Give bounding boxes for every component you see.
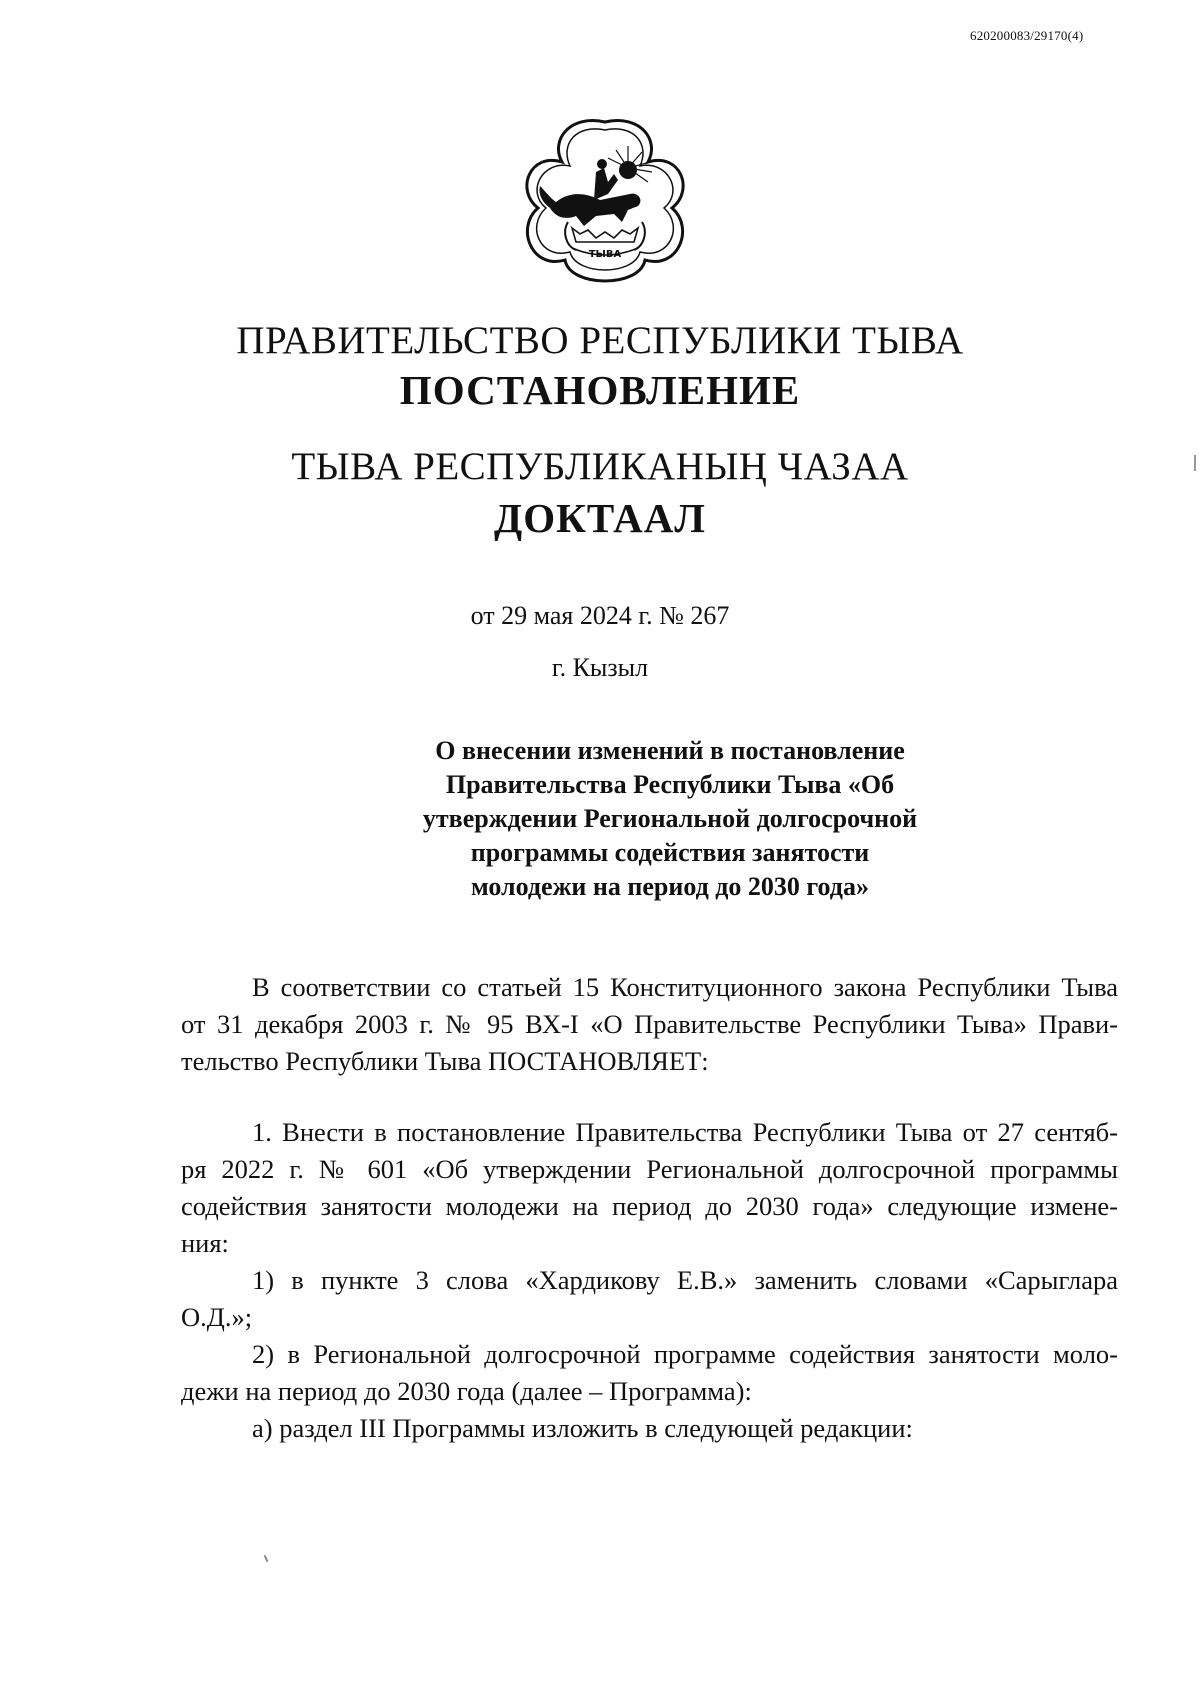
preamble-line: тельство Республики Тыва ПОСТАНОВЛЯЕТ:: [181, 1046, 709, 1076]
decree-type-tuvan: ДОКТААЛ: [494, 495, 706, 541]
decree-title: [380, 734, 960, 904]
preamble-line: от 31 декабря 2003 г. № 95 ВХ-I «О Правительстве Республики Тыва» Прави-: [181, 1009, 1118, 1039]
emblem-graphic: [510, 110, 700, 288]
scan-edge-mark: [1194, 455, 1196, 471]
document-registration-number: 620200083/29170(4): [970, 28, 1084, 43]
decree-title-line: О внесении изменений в постановление: [435, 736, 905, 765]
decree-title-line: Правительства Республики Тыва «Об: [445, 770, 895, 799]
subitem-2-line: дежи на период до 2030 года (далее – Программа):: [181, 1376, 752, 1406]
decree-body: [181, 969, 1118, 1447]
item-1-line: 1. Внести в постановление Правительства Республики Тыва от 27 сентяб-: [252, 1117, 1118, 1147]
decree-city: г. Кызыл: [551, 653, 649, 682]
subitem-2a-line: а) раздел III Программы изложить в следующей редакции:: [252, 1413, 913, 1443]
item-1-line: ния:: [181, 1228, 229, 1258]
decree-date-number: от 29 мая 2024 г. № 267: [470, 601, 730, 630]
decree-type-russian: ПОСТАНОВЛЕНИЕ: [399, 367, 801, 413]
decree-title-line: программы содействия занятости: [470, 838, 870, 867]
item-1-paragraph: [181, 1114, 1118, 1262]
subitem-1-line: 1) в пункте 3 слова «Хардикову Е.В.» заменить словами «Сарыглара: [252, 1265, 1118, 1295]
preamble-paragraph: [181, 969, 1118, 1080]
preamble-line: В соответствии со статьей 15 Конституционного закона Республики Тыва: [252, 972, 1118, 1002]
item-1-line: ря 2022 г. № 601 «Об утверждении Региональной долгосрочной программы: [181, 1154, 1118, 1184]
tuva-coat-of-arms-emblem: [510, 110, 700, 288]
emblem-inscription: ТЫВА: [588, 249, 622, 260]
subitem-1-line: О.Д.»;: [181, 1302, 253, 1332]
scan-speck: [264, 1555, 269, 1562]
subitem-2a-paragraph: [181, 1410, 1118, 1447]
government-name-russian: ПРАВИТЕЛЬСТВО РЕСПУБЛИКИ ТЫВА: [236, 319, 964, 362]
subitem-2-line: 2) в Региональной долгосрочной программе содействия занятости моло-: [252, 1339, 1118, 1369]
item-1-line: содействия занятости молодежи на период до 2030 года» следующие измене-: [181, 1191, 1118, 1221]
subitem-1-paragraph: [181, 1262, 1118, 1336]
subitem-2-paragraph: [181, 1336, 1118, 1410]
decree-title-line: молодежи на период до 2030 года»: [471, 872, 869, 901]
decree-title-line: утверждении Региональной долгосрочной: [422, 804, 918, 833]
government-name-tuvan: ТЫВА РЕСПУБЛИКАНЫҢ ЧАЗАА: [291, 445, 909, 488]
